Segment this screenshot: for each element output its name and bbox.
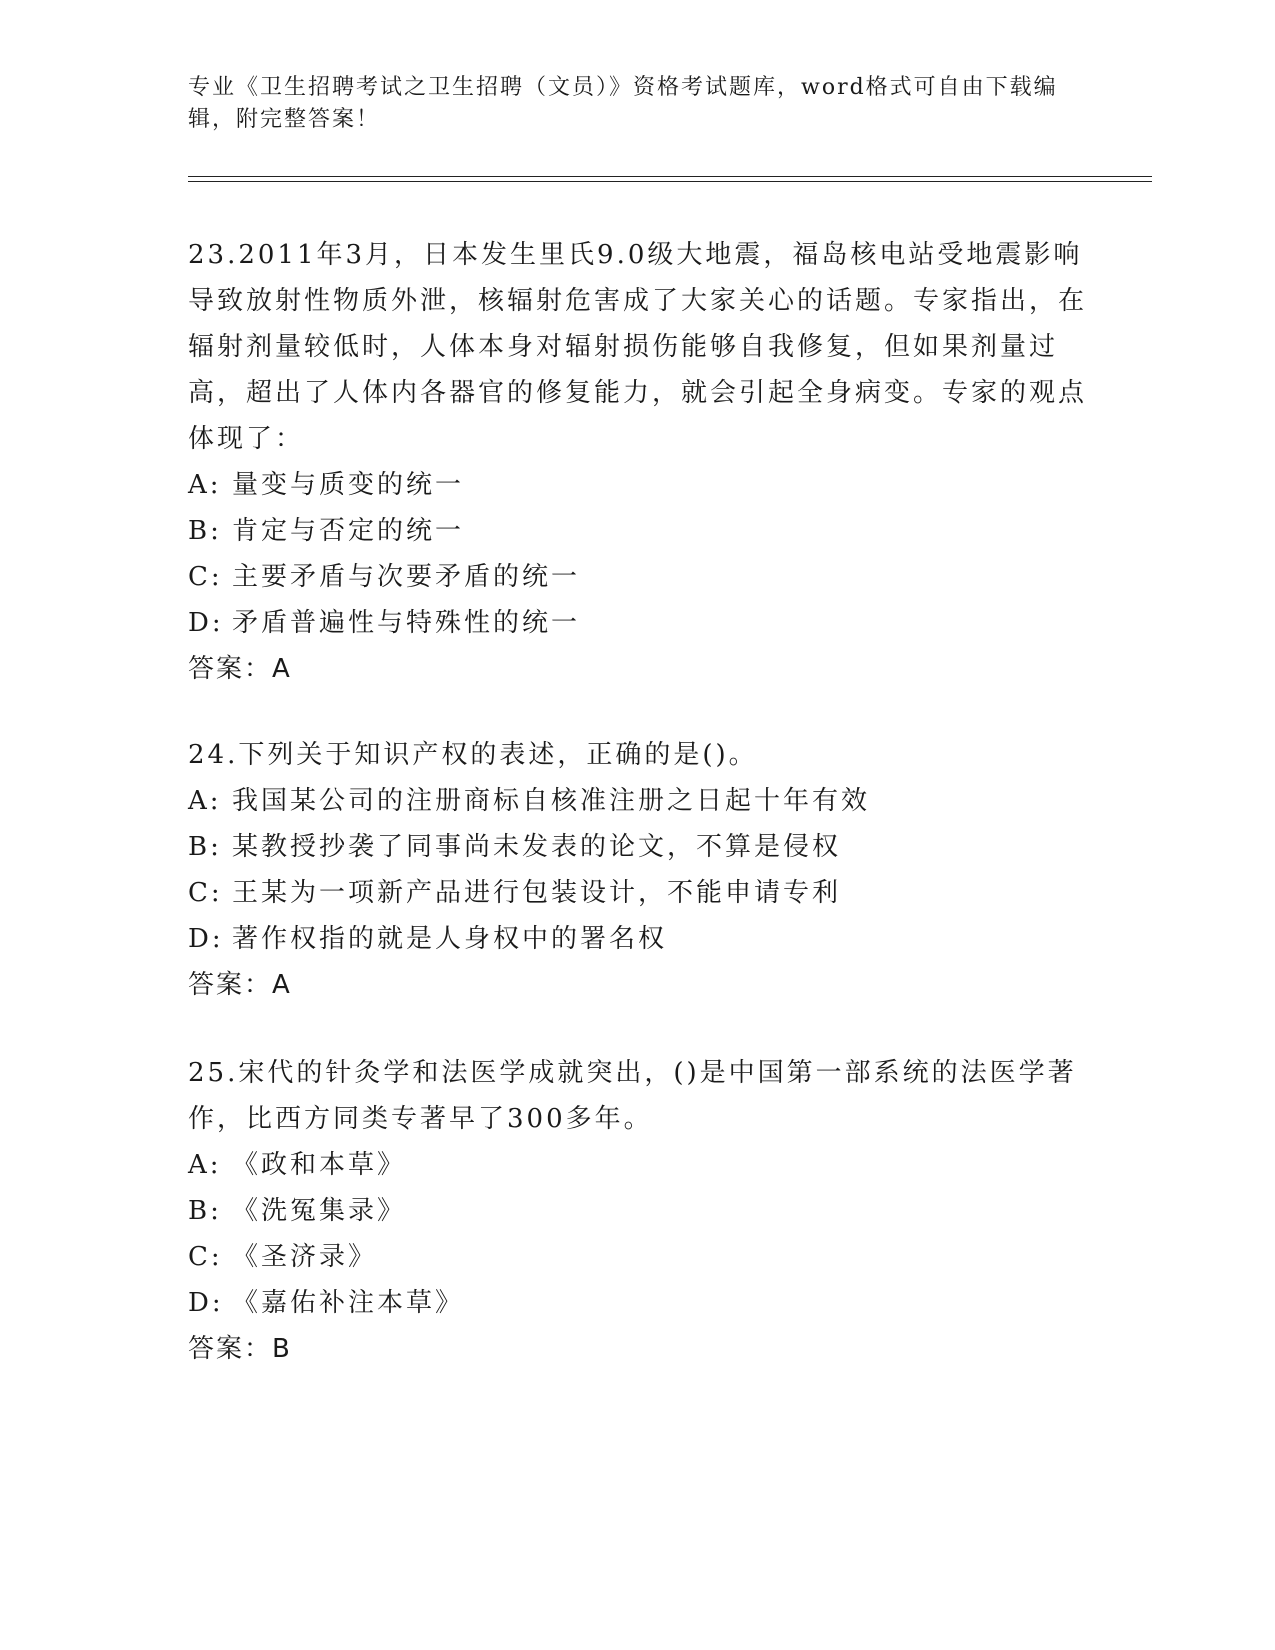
option-b [188,824,1088,870]
option-text: 王某为一项新产品进行包装设计，不能申请专利 [232,878,842,908]
option-text: 《圣济录》 [232,1242,378,1272]
option-a [188,778,1088,824]
answer: 答案：A [188,970,292,1000]
option-c [188,1234,1088,1280]
question-stem: 23.2011年3月，日本发生里氏9.0级大地震，福岛核电站受地震影响导致放射性物质外泄，核辐射危害成了大家关心的话题。专家指出，在辐射剂量较低时，人体本身对辐射损伤能够自我修复，但如果剂量过高，超出了人体内各器官的修复能力，就会引起全身病变。专家的观点体现了： [188,240,1088,454]
option-text: 《政和本草》 [232,1150,407,1180]
option-a [188,462,1088,508]
option-text: 某教授抄袭了同事尚未发表的论文，不算是侵权 [232,832,842,862]
answer: 答案：A [188,654,292,684]
option-a [188,1142,1088,1188]
option-text: 主要矛盾与次要矛盾的统一 [232,562,581,592]
option-key: A: [188,786,222,816]
option-key: B: [188,1196,222,1226]
option-text: 《嘉佑补注本草》 [232,1288,465,1318]
option-b [188,508,1088,554]
option-key: A: [188,470,222,500]
option-text: 量变与质变的统一 [232,470,465,500]
question-stem: 24.下列关于知识产权的表述，正确的是()。 [188,740,758,770]
option-key: D: [188,1288,224,1318]
option-text: 矛盾普遍性与特殊性的统一 [232,608,581,638]
option-key: B: [188,832,222,862]
header-divider-bottom [188,181,1152,182]
option-key: C: [188,878,223,908]
option-c [188,870,1088,916]
option-key: D: [188,608,224,638]
option-key: D: [188,924,224,954]
option-key: C: [188,562,223,592]
option-d [188,916,1088,962]
option-c [188,554,1088,600]
option-text: 著作权指的就是人身权中的署名权 [232,924,668,954]
header-divider-top [188,176,1152,177]
option-text: 《洗冤集录》 [232,1196,407,1226]
option-d [188,600,1088,646]
option-key: A: [188,1150,222,1180]
question-24 [188,732,1088,1008]
option-text: 肯定与否定的统一 [232,516,465,546]
question-25 [188,1050,1088,1372]
option-b [188,1188,1088,1234]
option-text: 我国某公司的注册商标自核准注册之日起十年有效 [232,786,871,816]
question-stem: 25.宋代的针灸学和法医学成就突出，()是中国第一部系统的法医学著作，比西方同类专著早了300多年。 [188,1058,1077,1134]
question-23 [188,232,1088,692]
document-header: 专业《卫生招聘考试之卫生招聘（文员）》资格考试题库，word格式可自由下载编辑，附完整答案！ [188,75,1058,132]
option-key: C: [188,1242,223,1272]
option-key: B: [188,516,222,546]
option-d [188,1280,1088,1326]
answer: 答案：B [188,1334,292,1364]
